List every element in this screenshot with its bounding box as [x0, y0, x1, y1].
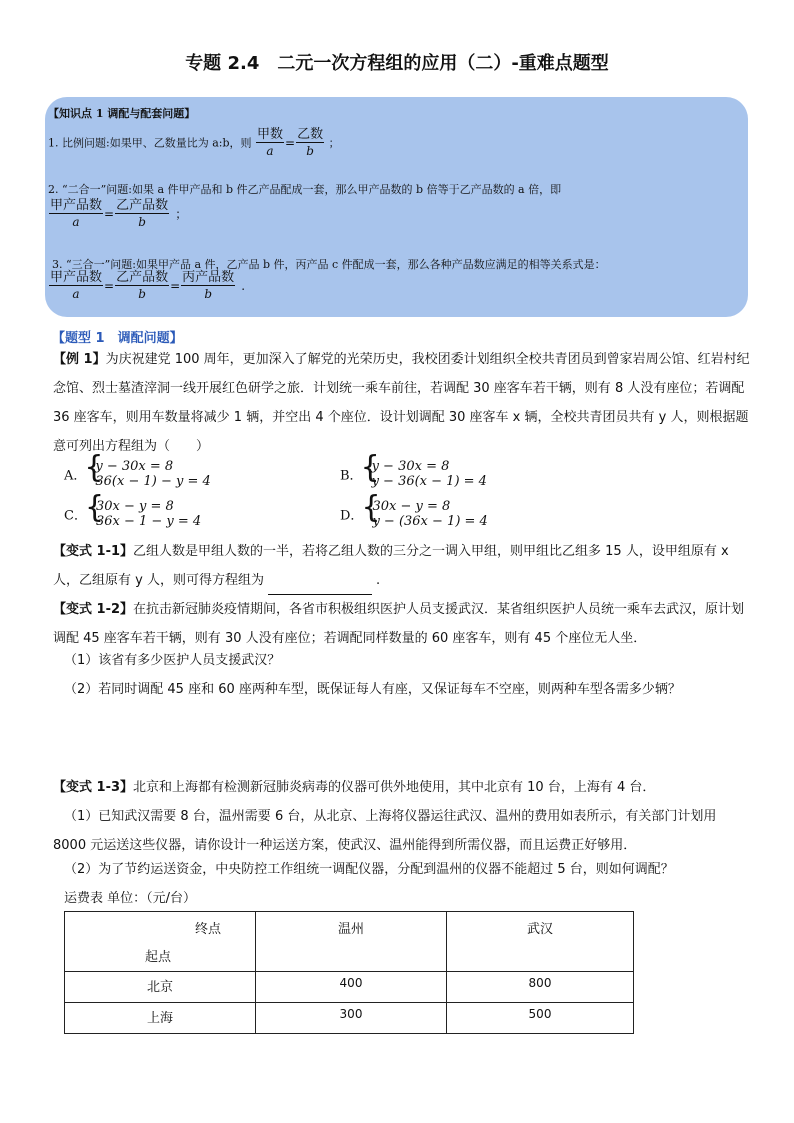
variant-1-3-q2: （2）为了节约运送资金，中央防控工作组统一调配仪器，分配到温州的仪器不能超过 5 台，则如何调配？: [64, 862, 674, 877]
variant-1-3: 【变式 1-3】北京和上海都有检测新冠肺炎病毒的仪器可供外地使用，其中北京有 10 台，上海有 4 台．: [53, 780, 656, 795]
option-a: A． { y − 30x = 8 36(x − 1) − y = 4: [64, 459, 211, 489]
knowledge-item-2-text: 2. “二合一”问题:如果 a 件甲产品和 b 件乙产品配成一套，那么甲产品数的 b 倍等于乙产品数的 a 倍，即: [48, 183, 562, 196]
knowledge-item-3-text: 3. “三合一”问题:如果甲产品 a 件，乙产品 b 件，丙产品 c 件配成一套，那么各种产品数应满足的相等关系式是：: [52, 258, 606, 271]
table-header-cell: 温州: [256, 912, 447, 972]
knowledge-header: 【知识点 1 调配与配套问题】: [48, 107, 196, 120]
example-1: 【例 1】为庆祝建党 100 周年，更加深入了解党的光荣历史，我校团委计划组织全校共青团员到曾家岩周公馆、红岩村纪念馆、烈士墓渣滓洞一线开展红色研学之旅．计划统一乘车前往，若调配 30 座客车若干辆，则有 8 人没有座位；若调配 36 座客车，则用车数量将减少 1 辆，并空出 4 个座位．设计划调配 30 座客车 x 辆，全校共青团员共有 y 人，则根据题意可列出方程组为（ ）: [53, 352, 750, 454]
table-row: 北京 400 800: [65, 972, 634, 1003]
knowledge-item-3-formula: $\frac{\text{甲产品数}}{a}$ = $\frac{\text{乙产品数}}{b}$ = $\frac{\text{丙产品数}}{b}$ .: [50, 270, 246, 301]
answer-blank[interactable]: [268, 581, 372, 595]
page-title: 专题 2.4 二元一次方程组的应用（二）-重难点题型: [185, 53, 609, 74]
section-heading-type1: 【题型 1 调配问题】: [52, 331, 183, 346]
table-header-cell: 武汉: [447, 912, 634, 972]
fraction-yi: $\frac{\text{乙数}}{b}$: [297, 127, 324, 158]
table-caption: 运费表 单位：（元/台）: [64, 891, 197, 906]
table-corner-cell: 终点 起点: [65, 912, 256, 972]
freight-table: [64, 911, 634, 1034]
variant-1-1: 【变式 1-1】乙组人数是甲组人数的一半，若将乙组人数的三分之一调入甲组，则甲组比乙组多 15 人，设甲组原有 x 人，乙组原有 y 人，则可得方程组为 .: [53, 537, 753, 595]
option-d: D． { 30x − y = 8 y − (36x − 1) = 4: [340, 499, 488, 529]
knowledge-item-2-formula: $\frac{\text{甲产品数}}{a}$ = $\frac{\text{乙产品数}}{b}$ ；: [50, 198, 188, 229]
option-b: B． { y − 30x = 8 y − 36(x − 1) = 4: [340, 459, 487, 489]
variant-1-3-q1: （1）已知武汉需要 8 台，温州需要 6 台，从北京、上海将仪器运往武汉、温州的费用如表所示，有关部门计划用 8000 元运送这些仪器，请你设计一种运送方案，使武汉、温州能得到所需仪器，而且运费正好够用．: [53, 809, 717, 853]
variant-1-2-q2: （2）若同时调配 45 座和 60 座两种车型，既保证每人有座，又保证每车不空座，则两种车型各需多少辆？: [64, 682, 681, 697]
option-c: C． { 30x − y = 8 36x − 1 − y = 4: [64, 499, 201, 529]
knowledge-item-1: 1. 比例问题:如果甲、乙数量比为 a:b，则 $\frac{\text{甲数}}{a}$ = $\frac{\text{乙数}}{b}$ ；: [48, 127, 340, 158]
fraction-jia: $\frac{\text{甲数}}{a}$: [257, 127, 284, 158]
variant-1-2: 【变式 1-2】在抗击新冠肺炎疫情期间，各省市积极组织医护人员支援武汉．某省组织医护人员统一乘车去武汉，原计划调配 45 座客车若干辆，则有 30 人没有座位；若调配同样数量的 60 座客车，则有 45 个座位无人坐．: [53, 602, 745, 646]
variant-1-2-q1: （1）该省有多少医护人员支援武汉？: [64, 653, 281, 668]
table-row: 上海 300 500: [65, 1003, 634, 1034]
